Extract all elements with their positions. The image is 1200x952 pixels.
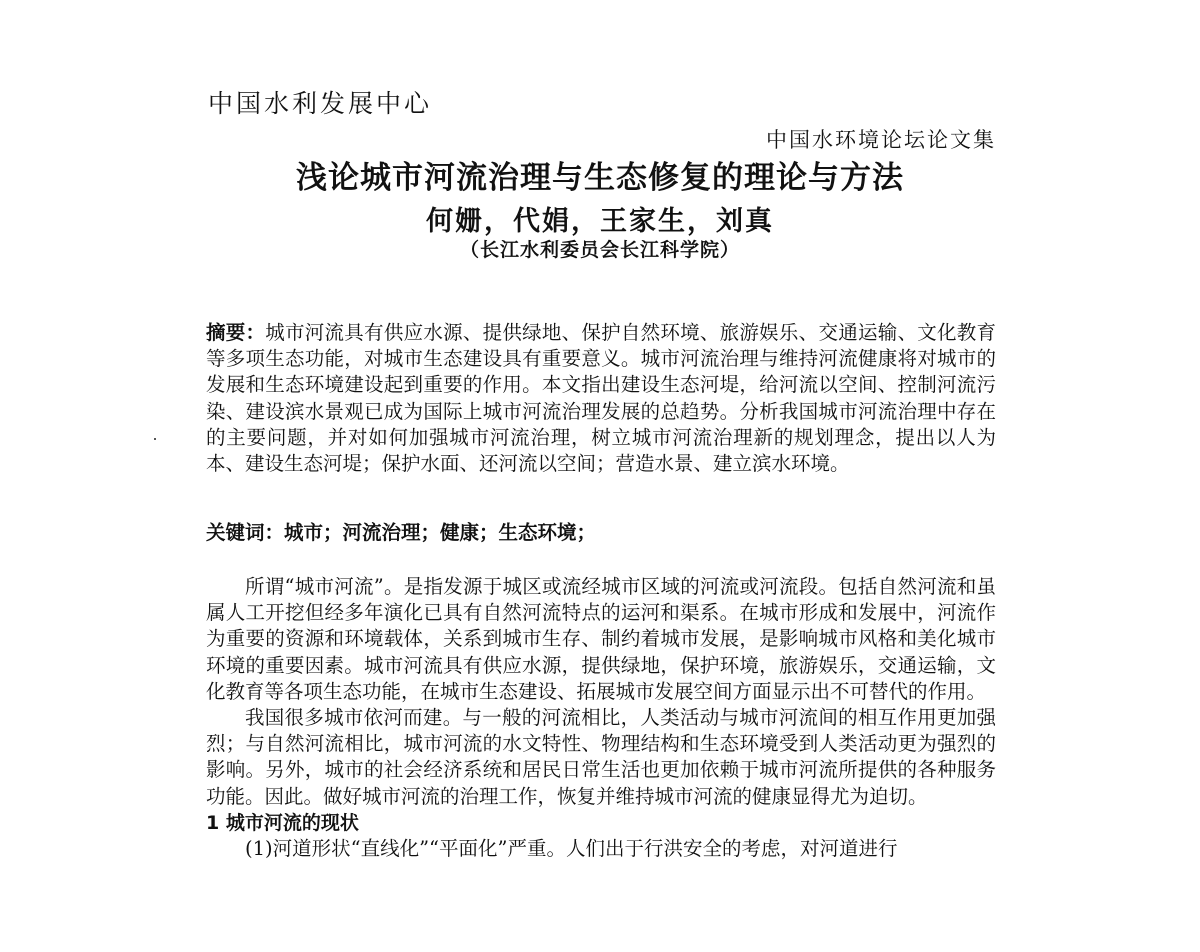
body-paragraph-2: 我国很多城市依河而建。与一般的河流相比，人类活动与城市河流间的相互作用更加强烈；与自然河流相比，城市河流的水文特性、物理结构和生态环境受到人类活动更为强烈的影响。另外，城市的社会经济系统和居民日常生活也更加依赖于城市河流所提供的各种服务功能。因此。做好城市河流的治理工作，恢复并维持城市河流的健康显得尤为迫切。 bbox=[206, 706, 996, 808]
body-text bbox=[206, 574, 996, 862]
abstract-section bbox=[206, 320, 996, 477]
paper-affiliation: （长江水利委员会长江科学院） bbox=[459, 239, 740, 261]
paper-authors: 何姗，代娟，王家生，刘真 bbox=[426, 206, 774, 237]
keywords-text: 城市；河流治理；健康；生态环境； bbox=[284, 521, 597, 544]
keywords-section bbox=[206, 520, 996, 546]
section-heading-1: 1 城市河流的现状 bbox=[206, 811, 359, 834]
paper-title: 浅论城市河流治理与生态修复的理论与方法 bbox=[296, 160, 904, 196]
abstract-text: 城市河流具有供应水源、提供绿地、保护自然环境、旅游娱乐、交通运输、文化教育等多项生态功能，对城市生态建设具有重要意义。城市河流治理与维持河流健康将对城市的发展和生态环境建设起到重要的作用。本文指出建设生态河堤，给河流以空间、控制河流污染、建设滨水景观已成为国际上城市河流治理发展的总趋势。分析我国城市河流治理中存在的主要问题，并对如何加强城市河流治理，树立城市河流治理新的规划理念，提出以人为本、建设生态河堤；保护水面、还河流以空间；营造水景、建立滨水环境。 bbox=[206, 321, 996, 476]
keywords-label: 关键词： bbox=[206, 521, 285, 544]
scan-speck bbox=[154, 438, 156, 440]
collection-header: 中国水环境论坛论文集 bbox=[766, 128, 996, 152]
body-paragraph-1: 所谓“城市河流”。是指发源于城区或流经城市区域的河流或河流段。包括自然河流和虽属人工开挖但经多年演化已具有自然河流特点的运河和渠系。在城市形成和发展中，河流作为重要的资源和环境载体，关系到城市生存、制约着城市发展，是影响城市风格和美化城市环境的重要因素。城市河流具有供应水源，提供绿地，保护环境，旅游娱乐，交通运输，文化教育等各项生态功能，在城市生态建设、拓展城市发展空间方面显示出不可替代的作用。 bbox=[206, 575, 996, 703]
body-paragraph-3: (1)河道形状“直线化”“平面化”严重。人们出于行洪安全的考虑，对河道进行 bbox=[245, 837, 898, 861]
abstract-label: 摘要： bbox=[206, 321, 266, 344]
organization-header: 中国水利发展中心 bbox=[208, 89, 433, 118]
